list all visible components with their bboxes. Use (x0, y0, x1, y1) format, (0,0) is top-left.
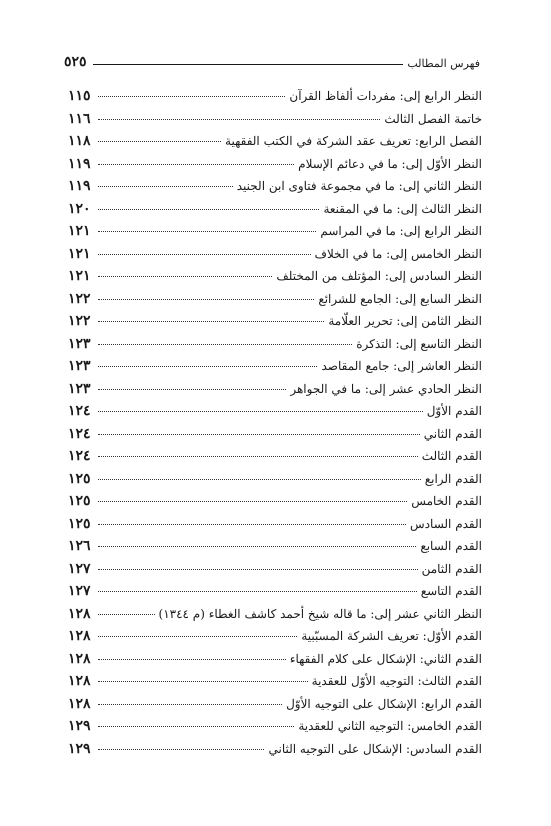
toc-entry-page-number: ١٢٩ (68, 740, 91, 757)
toc-entry (68, 628, 482, 651)
toc-entry (68, 516, 482, 539)
toc-entry (68, 583, 482, 606)
dot-leader (98, 681, 308, 682)
dot-leader (98, 614, 155, 615)
toc-entry-title: القدم الرابع: الإشكال على التوجيه الأوّل (286, 696, 482, 711)
toc-entry-page-number: ١٢٣ (68, 358, 91, 374)
toc-entry (68, 223, 482, 246)
toc-entry-page-number: ١٢٨ (68, 628, 91, 644)
toc-entry (68, 448, 482, 471)
dot-leader (98, 546, 416, 547)
toc-entry (68, 403, 482, 426)
toc-entry (68, 538, 482, 561)
toc-entry-page-number: ١٢١ (68, 223, 91, 239)
toc-entry (68, 133, 482, 156)
toc-entry (68, 471, 482, 494)
toc-entry-page-number: ١١٥ (68, 88, 91, 104)
toc-entry-title: القدم الثالث: التوجيه الأوّل للعقدية (311, 674, 482, 688)
dot-leader (98, 434, 420, 435)
toc-entry (68, 741, 482, 764)
dot-leader (98, 524, 406, 525)
toc-entry-title: القدم الثالث (421, 449, 482, 463)
toc-entry-page-number: ١٢١ (68, 245, 91, 262)
dot-leader (98, 299, 314, 300)
toc-entry-title: القدم الثامن (421, 561, 482, 576)
toc-entry-title: القدم الثاني (423, 426, 482, 441)
toc-entry-page-number: ١١٨ (68, 133, 91, 149)
toc-entry (68, 246, 482, 269)
toc-entry-title: القدم الثاني: الإشكال على كلام الفقهاء (289, 651, 482, 666)
toc-entry-title: الفصل الرابع: تعريف عقد الشركة في الكتب الفقهية (225, 134, 482, 148)
dot-leader (98, 569, 418, 570)
dot-leader (98, 141, 221, 142)
toc-entry-page-number: ١٢٨ (68, 673, 91, 689)
toc-entry-title: النظر الرابع إلى: ما في المراسم (320, 224, 482, 238)
toc-entry-page-number: ١٢٨ (68, 605, 91, 622)
dot-leader (98, 659, 286, 660)
toc-entry (68, 111, 482, 134)
running-title: فهرس المطالب (407, 57, 480, 70)
toc-entry (68, 718, 482, 741)
toc-entry-title: القدم الخامس: التوجيه الثاني للعقدية (298, 719, 482, 733)
toc-entry (68, 358, 482, 381)
toc-entry-title: القدم الأوّل: تعريف الشركة المسبّبية (301, 629, 482, 643)
toc-entry-page-number: ١٢٠ (68, 200, 91, 217)
toc-entry-title: النظر الثالث إلى: ما في المقنعة (323, 201, 482, 216)
toc-entry-page-number: ١٢٨ (68, 695, 91, 712)
toc-entry (68, 178, 482, 201)
toc-entry-page-number: ١٢٥ (68, 470, 91, 487)
toc-entry (68, 336, 482, 359)
toc-entry (68, 651, 482, 674)
toc-entry-title: خاتمة الفصل الثالث (384, 111, 482, 126)
toc-entry (68, 268, 482, 291)
toc-entry-title: النظر الأوّل إلى: ما في دعائم الإسلام (298, 156, 482, 171)
dot-leader (98, 501, 407, 502)
toc-entry-title: النظر التاسع إلى: التذكرة (356, 336, 482, 351)
toc-entry (68, 426, 482, 449)
dot-leader (98, 749, 264, 750)
toc-entry-page-number: ١٢١ (68, 268, 91, 284)
toc-entry-page-number: ١٢٥ (68, 515, 91, 532)
toc-entry (68, 156, 482, 179)
page-number: ٥٢٥ (64, 54, 87, 70)
dot-leader (98, 636, 297, 637)
dot-leader (98, 164, 294, 165)
toc-entry (68, 201, 482, 224)
toc-entry-page-number: ١٢٣ (68, 380, 91, 397)
toc-entry (68, 88, 482, 111)
toc-entry (68, 493, 482, 516)
dot-leader (98, 254, 311, 255)
toc-entry-page-number: ١٢٤ (68, 425, 91, 442)
dot-leader (98, 456, 418, 457)
toc-entry (68, 673, 482, 696)
running-header (64, 48, 480, 70)
toc-entry-page-number: ١١٦ (68, 110, 91, 127)
toc-entry-page-number: ١٢٦ (68, 538, 91, 554)
toc-entry (68, 381, 482, 404)
dot-leader (98, 119, 380, 120)
toc-entry-title: النظر العاشر إلى: جامع المقاصد (321, 359, 482, 373)
dot-leader (98, 231, 316, 232)
table-of-contents (68, 88, 482, 763)
toc-entry-page-number: ١٢٨ (68, 650, 91, 667)
toc-entry-title: القدم الرابع (424, 471, 482, 486)
dot-leader (98, 186, 233, 187)
dot-leader (98, 96, 285, 97)
toc-entry-title: النظر الرابع إلى: مفردات ألفاظ القرآن (289, 89, 482, 103)
header-rule (93, 64, 404, 65)
toc-entry-page-number: ١٢٤ (68, 403, 91, 419)
dot-leader (98, 209, 319, 210)
dot-leader (98, 276, 272, 277)
toc-entry-title: القدم الخامس (411, 494, 482, 508)
toc-entry-page-number: ١٢٢ (68, 313, 91, 329)
toc-entry-title: النظر السادس إلى: المؤتلف من المختلف (276, 269, 482, 283)
toc-entry-title: النظر الحادي عشر إلى: ما في الجواهر (290, 381, 482, 396)
dot-leader (98, 389, 286, 390)
toc-entry-title: القدم السابع (420, 539, 482, 553)
dot-leader (98, 704, 282, 705)
toc-entry-title: القدم السادس: الإشكال على التوجيه الثاني (268, 741, 482, 756)
dot-leader (98, 321, 324, 322)
dot-leader (98, 344, 352, 345)
toc-entry-title: النظر السابع إلى: الجامع للشرائع (318, 291, 482, 306)
dot-leader (98, 726, 294, 727)
toc-entry (68, 696, 482, 719)
dot-leader (98, 479, 421, 480)
toc-entry-page-number: ١١٩ (68, 155, 91, 172)
toc-entry-page-number: ١١٩ (68, 178, 91, 194)
toc-entry-title: النظر الثامن إلى: تحرير العلّامة (328, 314, 482, 328)
toc-entry-title: النظر الثاني إلى: ما في مجموعة فتاوى ابن الجنيد (236, 179, 482, 193)
toc-entry-page-number: ١٢٢ (68, 290, 91, 307)
dot-leader (98, 366, 317, 367)
toc-entry-title: النظر الخامس إلى: ما في الخلاف (314, 246, 482, 261)
toc-entry-page-number: ١٢٥ (68, 493, 91, 509)
toc-entry (68, 313, 482, 336)
toc-entry-page-number: ١٢٣ (68, 335, 91, 352)
toc-entry-page-number: ١٢٧ (68, 560, 91, 577)
dot-leader (98, 591, 417, 592)
toc-entry (68, 291, 482, 314)
toc-entry-title: النظر الثاني عشر إلى: ما قاله شيخ أحمد كاشف الغطاء (م ١٣٤٤) (158, 606, 482, 621)
toc-entry-page-number: ١٢٧ (68, 583, 91, 599)
toc-entry-page-number: ١٢٤ (68, 448, 91, 464)
toc-entry (68, 561, 482, 584)
toc-entry-title: القدم التاسع (420, 584, 482, 598)
toc-entry-title: القدم السادس (410, 516, 482, 531)
dot-leader (98, 411, 423, 412)
toc-entry-page-number: ١٢٩ (68, 718, 91, 734)
toc-entry (68, 606, 482, 629)
toc-entry-title: القدم الأوّل (426, 404, 482, 418)
